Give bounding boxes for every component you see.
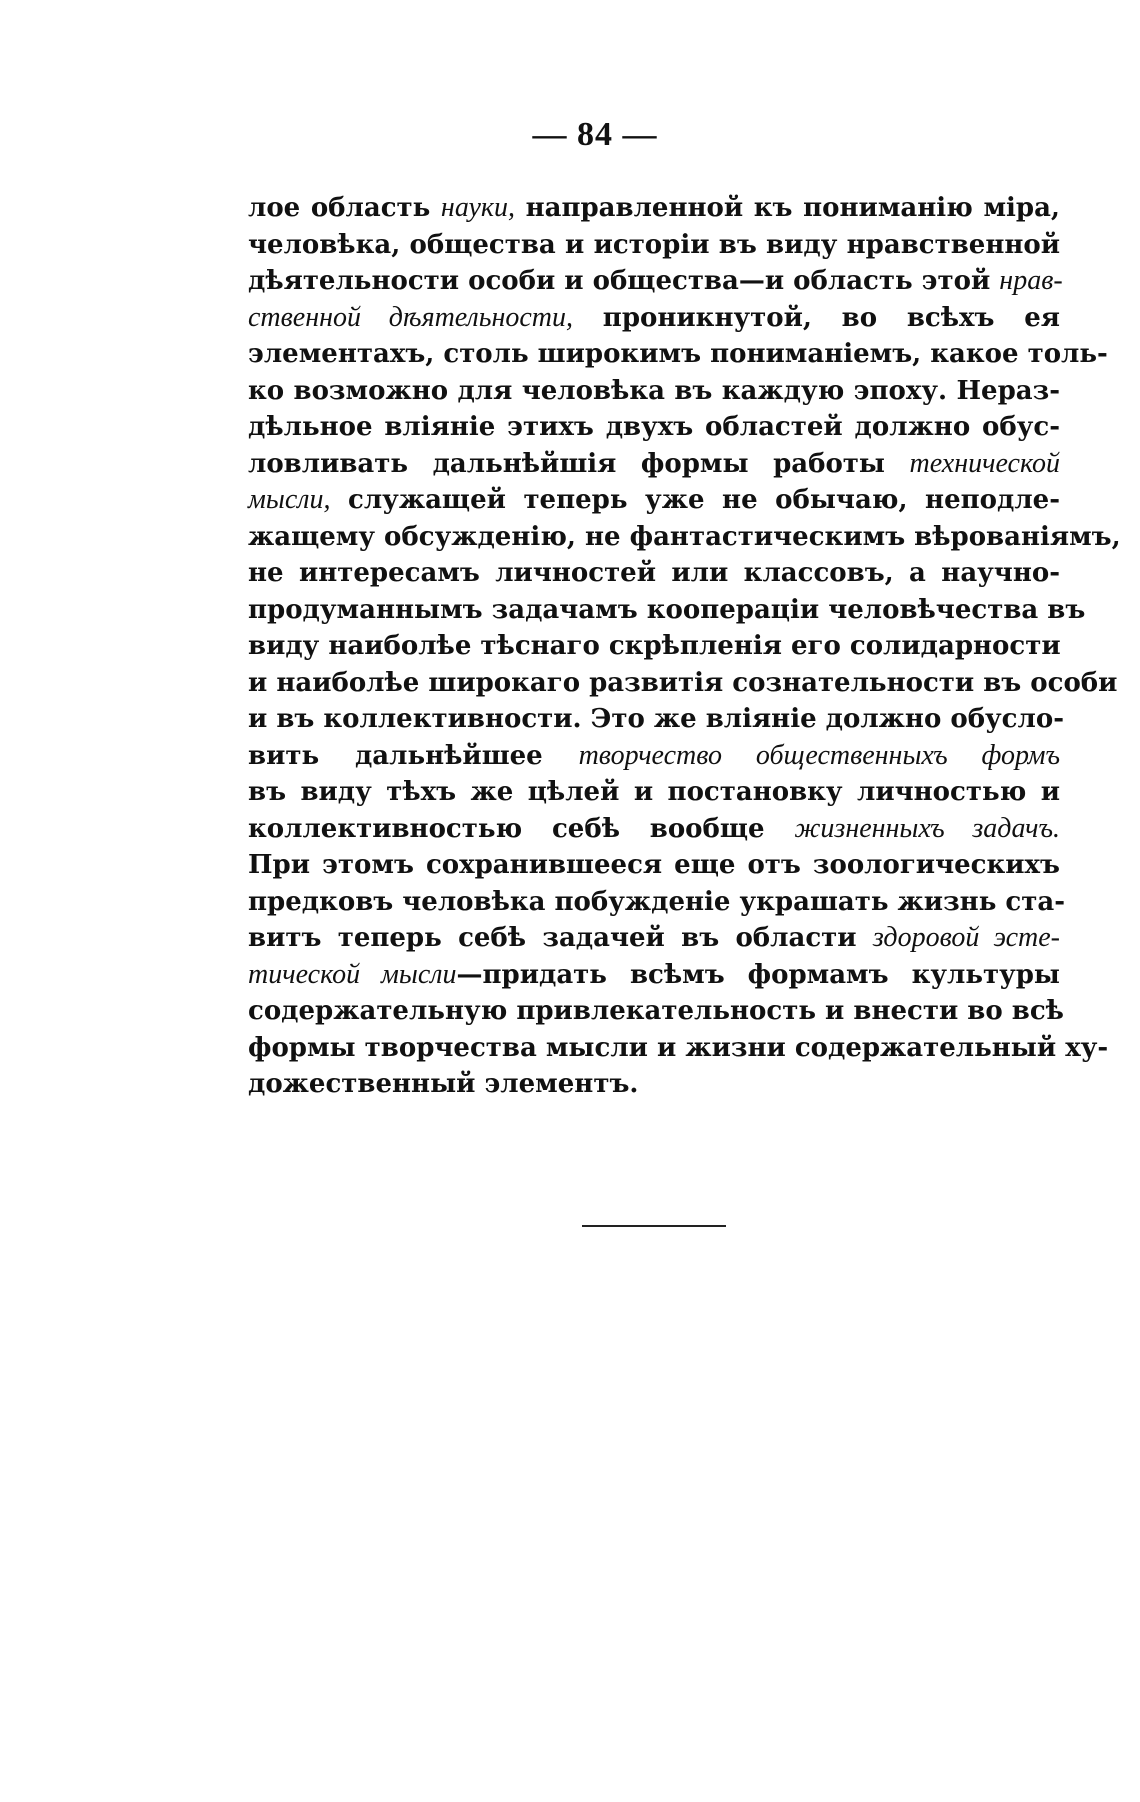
italic-segment: нрав- xyxy=(999,265,1063,296)
text-line xyxy=(248,373,1060,410)
text-line xyxy=(248,884,1065,921)
text-segment: и въ коллективности. Это же вліяніе должно обусло- xyxy=(248,704,1064,734)
text-segment: содержательную привлекательность и внести во всѣ xyxy=(248,996,1064,1026)
text-segment: не интересамъ личностей или классовъ, а научно- xyxy=(248,558,1060,588)
section-divider xyxy=(582,1225,726,1227)
italic-segment: технической xyxy=(909,447,1060,479)
text-line xyxy=(248,409,1060,446)
text-segment: дѣльное вліяніе этихъ двухъ областей должно обус- xyxy=(248,412,1060,442)
page-number: — 84 — xyxy=(532,116,658,153)
text-segment: продуманнымъ задачамъ коопераціи человѣчества въ xyxy=(248,594,1086,625)
text-segment: При этомъ сохранившееся еще отъ зоологическихъ xyxy=(248,850,1060,880)
italic-segment: науки, xyxy=(440,192,515,223)
text-segment: вить дальнѣйшее xyxy=(248,740,579,771)
italic-segment: мысли, xyxy=(248,484,331,515)
italic-segment: здоровой эсте- xyxy=(872,922,1060,953)
italic-segment: ственной дѣятельности, xyxy=(248,301,574,333)
text-segment: человѣка, общества и исторіи въ виду нравственной xyxy=(248,229,1060,260)
text-segment: проникнутой, во всѣхъ ея xyxy=(573,302,1060,333)
text-line xyxy=(248,811,1060,848)
text-segment: дожественный элементъ. xyxy=(248,1069,639,1099)
text-line xyxy=(248,1066,1060,1103)
text-segment: въ виду тѣхъ же цѣлей и постановку личностью и xyxy=(248,777,1060,807)
text-segment: ловливать дальнѣйшія формы работы xyxy=(248,448,910,479)
text-segment: предковъ человѣка побужденіе украшать жизнь ста- xyxy=(248,886,1065,917)
text-segment: формы творчества мысли и жизни содержательный ху- xyxy=(248,1032,1109,1063)
text-line xyxy=(248,519,1121,556)
text-line xyxy=(248,628,1060,665)
body-text xyxy=(248,190,1121,1103)
text-segment: виду наиболѣе тѣснаго скрѣпленія его солидарности xyxy=(248,631,1061,661)
text-line xyxy=(248,847,1060,884)
text-line xyxy=(248,336,1108,373)
text-line xyxy=(248,300,1060,337)
text-line xyxy=(248,920,1060,957)
text-segment: элементахъ, столь широкимъ пониманіемъ, какое толь- xyxy=(248,339,1108,369)
text-line xyxy=(248,774,1060,811)
text-line xyxy=(248,1030,1109,1067)
text-segment: служащей теперь уже не обычаю, неподле- xyxy=(330,485,1060,515)
text-line xyxy=(248,263,1063,300)
text-segment: дѣятельности особи и общества—и область этой xyxy=(248,266,1000,296)
text-segment: —придать всѣмъ формамъ культуры xyxy=(456,959,1060,990)
text-line xyxy=(248,190,1060,227)
text-line xyxy=(248,957,1060,994)
text-line xyxy=(248,738,1060,775)
italic-segment: творчество общественныхъ формъ xyxy=(578,739,1060,771)
text-line xyxy=(248,446,1060,483)
text-line xyxy=(248,701,1064,738)
text-segment: и наиболѣе широкаго развитія сознательности въ особи xyxy=(248,667,1118,698)
italic-segment: жизненныхъ задачъ. xyxy=(794,812,1060,844)
italic-segment: тической мысли xyxy=(248,958,457,990)
text-segment: жащему обсужденію, не фантастическимъ вѣрованіямъ, xyxy=(248,521,1121,552)
text-line xyxy=(248,555,1060,592)
text-line xyxy=(248,227,1060,264)
text-line xyxy=(248,993,1064,1030)
text-line xyxy=(248,482,1060,519)
text-segment: лое область xyxy=(248,193,441,223)
text-line xyxy=(248,592,1086,629)
text-segment: направленной къ пониманію міра, xyxy=(514,193,1060,223)
text-segment: коллективностью себѣ вообще xyxy=(248,813,795,844)
text-segment: витъ теперь себѣ задачей въ области xyxy=(248,923,873,953)
text-segment: ко возможно для человѣка въ каждую эпоху. Нераз- xyxy=(248,375,1060,406)
text-line xyxy=(248,665,1118,702)
